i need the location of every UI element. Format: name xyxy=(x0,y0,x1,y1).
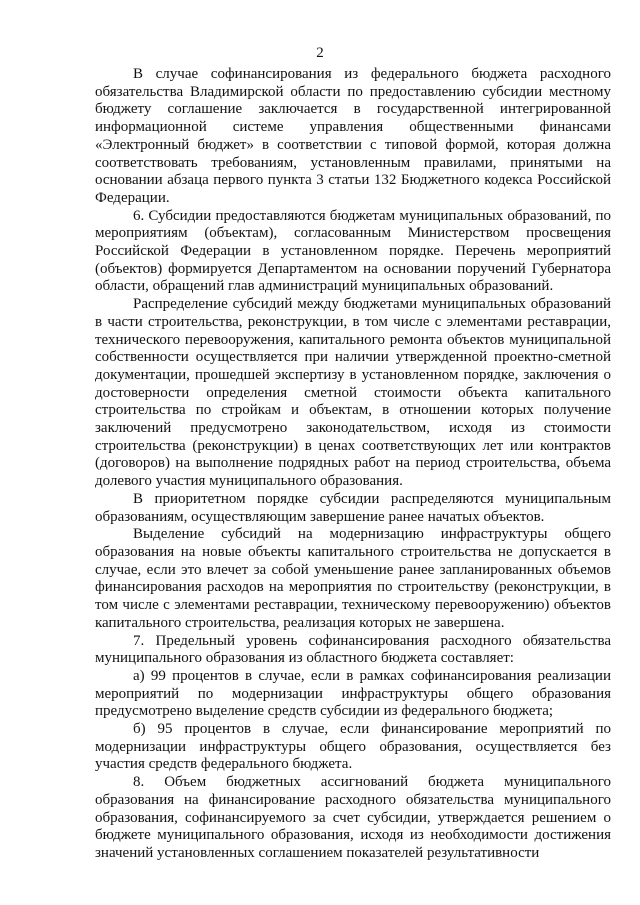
paragraph-cofinancing-agreement: В случае софинансирования из федерального бюджета расходного обязательства Владимирской области по предоставлению субсидии местному бюджету соглашение заключается в государственной интегрированной информационной системе управления общественными финансами «Электронный бюджет» в соответствии с типовой формой, которая должна соответствовать требованиям, установленным правилами, принятыми на основании абзаца первого пункта 3 статьи 132 Бюджетного кодекса Российской Федерации. xyxy=(95,66,611,206)
paragraph-7-cofinancing-level: 7. Предельный уровень софинансирования расходного обязательства муниципального образования из областного бюджета составляет: xyxy=(95,632,611,667)
paragraph-8-budget-allocations: 8. Объем бюджетных ассигнований бюджета муниципального образования на финансирование расходного обязательства муниципального образования, софинансируемого за счет субсидии, утверждается решением о бюджете муниципального образования, исходя из необходимости достижения значений установленных соглашением показателей результативности xyxy=(95,774,611,861)
paragraph-6-subsidies: 6. Субсидии предоставляются бюджетам муниципальных образований, по мероприятиям (объектам), согласованным Министерством просвещения Российской Федерации в установленном порядке. Перечень мероприятий (объектов) формируется Департаментом на основании поручений Губернатора области, обращений глав администраций муниципальных образований. xyxy=(95,207,611,295)
paragraph-distribution: Распределение субсидий между бюджетами муниципальных образований в части строительства, реконструкции, в том числе с элементами реставрации, технического перевооружения, капитального ремонта объектов муниципальной собственности осуществляется при наличии утвержденной проектно-сметной документации, прошедшей экспертизу в установленном порядке, заключения о достоверности определения сметной стоимости объекта капитального строительства по стройкам и объектам, в отношении которых получение заключений предусмотрено законодательством, исходя из стоимости строительства (реконструкции) в ценах соответствующих лет или контрактов (договоров) на выполнение подрядных работ на период строительства, объема долевого участия муниципального образования. xyxy=(95,296,611,490)
paragraph-7b: б) 95 процентов в случае, если финансирование мероприятий по модернизации инфраструктуры общего образования, осуществляется без участия средств федерального бюджета. xyxy=(95,721,611,773)
paragraph-priority: В приоритетном порядке субсидии распределяются муниципальным образованиям, осуществляющим завершение ранее начатых объектов. xyxy=(95,490,611,525)
document-body xyxy=(95,66,611,863)
page-number: 2 xyxy=(316,45,324,61)
paragraph-7a: а) 99 процентов в случае, если в рамках софинансирования реализации мероприятий по модернизации инфраструктуры общего образования предусмотрено выделение средств субсидии из федерального бюджета; xyxy=(95,667,611,720)
paragraph-allocation: Выделение субсидий на модернизацию инфраструктуры общего образования на новые объекты капитального строительства не допускается в случае, если это влечет за собой уменьшение ранее запланированных объемов финансирования расходов на мероприятия по строительству (реконструкции, в том числе с элементами реставрации, техническому перевооружению) объектов капитального строительства, реализация которых не завершена. xyxy=(95,526,611,631)
